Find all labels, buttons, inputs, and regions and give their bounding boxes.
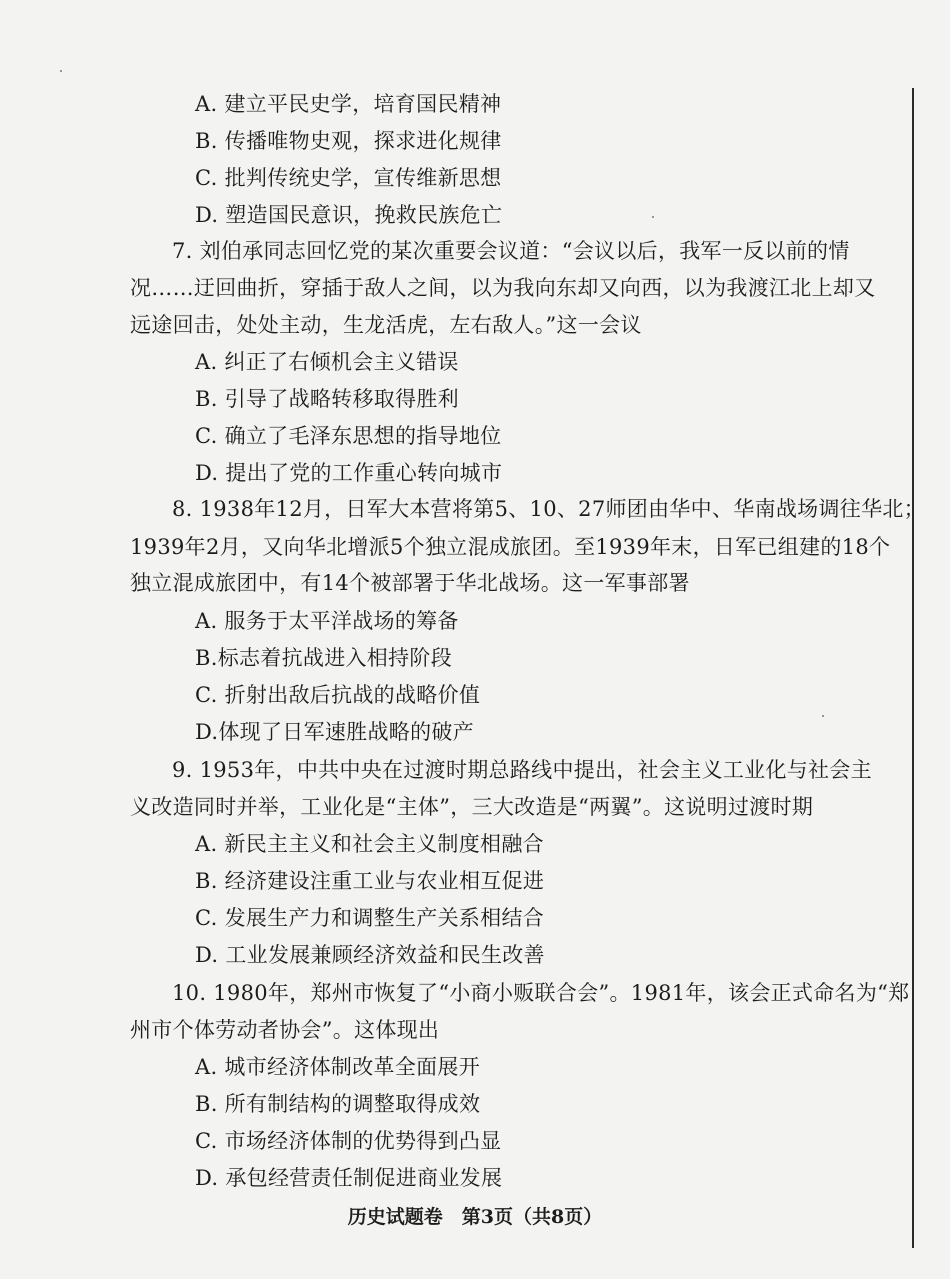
q9-stem-line: 9. 1953年，中共中央在过渡时期总路线中提出，社会主义工业化与社会主: [172, 758, 872, 782]
q7-option-b: B. 引导了战略转移取得胜利: [195, 387, 459, 411]
page-footer: 历史试题卷 第3页（共8页）: [347, 1206, 603, 1228]
q8-option-d: D.体现了日军速胜战略的破产: [195, 720, 474, 744]
scan-speck: [652, 216, 654, 218]
binding-margin-line: [912, 88, 914, 1248]
q10-option-d: D. 承包经营责任制促进商业发展: [195, 1166, 503, 1190]
q9-stem-line: 义改造同时并举，工业化是“主体”，三大改造是“两翼”。这说明过渡时期: [130, 795, 814, 819]
q9-option-c: C. 发展生产力和调整生产关系相结合: [195, 906, 545, 930]
q10-option-c: C. 市场经济体制的优势得到凸显: [195, 1129, 502, 1153]
q7-stem-line: 远途回击，处处主动，生龙活虎，左右敌人。”这一会议: [130, 313, 642, 337]
q9-option-d: D. 工业发展兼顾经济效益和民生改善: [195, 943, 545, 967]
q6-option-a: A. 建立平民史学，培育国民精神: [195, 92, 502, 116]
q7-stem-line: 7. 刘伯承同志回忆党的某次重要会议道：“会议以后，我军一反以前的情: [172, 239, 850, 263]
q10-stem-line: 州市个体劳动者协会”。这体现出: [130, 1018, 440, 1042]
q9-option-a: A. 新民主主义和社会主义制度相融合: [195, 832, 544, 856]
q10-stem-line: 10. 1980年，郑州市恢复了“小商小贩联合会”。1981年，该会正式命名为“郑: [172, 981, 910, 1005]
q8-option-c: C. 折射出敌后抗战的战略价值: [195, 683, 481, 707]
q10-option-b: B. 所有制结构的调整取得成效: [195, 1092, 481, 1116]
q6-option-d: D. 塑造国民意识，挽救民族危亡: [195, 203, 503, 227]
scan-speck: [822, 715, 824, 717]
q8-option-b: B.标志着抗战进入相持阶段: [195, 646, 453, 670]
q10-option-a: A. 城市经济体制改革全面展开: [195, 1055, 481, 1079]
q7-option-c: C. 确立了毛泽东思想的指导地位: [195, 424, 502, 448]
scan-speck: [60, 70, 62, 72]
q8-option-a: A. 服务于太平洋战场的筹备: [195, 609, 459, 633]
q6-option-b: B. 传播唯物史观，探求进化规律: [195, 129, 502, 153]
q6-option-c: C. 批判传统史学，宣传维新思想: [195, 166, 502, 190]
q8-stem-line: 1939年2月，又向华北增派5个独立混成旅团。至1939年末，日军已组建的18个: [130, 535, 891, 559]
q7-option-a: A. 纠正了右倾机会主义错误: [195, 350, 459, 374]
q9-option-b: B. 经济建设注重工业与农业相互促进: [195, 869, 545, 893]
q8-stem-line: 8. 1938年12月，日军大本营将第5、10、27师团由华中、华南战场调往华北；: [172, 497, 925, 521]
q8-stem-line: 独立混成旅团中，有14个被部署于华北战场。这一军事部署: [130, 571, 690, 595]
q7-stem-line: 况……迂回曲折，穿插于敌人之间，以为我向东却又向西，以为我渡江北上却又: [130, 276, 876, 300]
q7-option-d: D. 提出了党的工作重心转向城市: [195, 461, 503, 485]
